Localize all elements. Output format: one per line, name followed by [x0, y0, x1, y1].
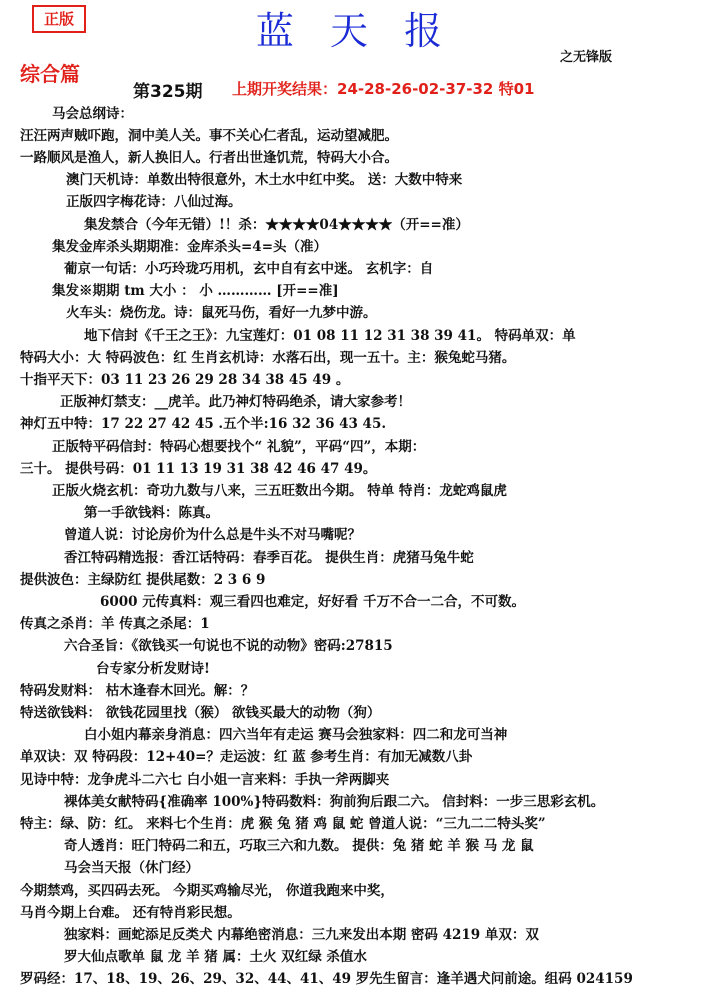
text-line: 正版特平码信封：特码心想要找个“ 礼貌”，平码“四”，本期： [52, 439, 426, 455]
text-line: 正版神灯禁支：__虎羊。此乃神灯特码绝杀，请大家参考！ [60, 394, 411, 410]
text-line: 提供波色：主绿防红 提供尾数：2 3 6 9 [20, 572, 266, 588]
section-title: 综合篇 [20, 62, 80, 86]
authentic-stamp: 正版 [32, 5, 86, 33]
text-line: 罗码经：17、18、19、26、29、32、44、41、49 罗先生留言：逢羊遇犬问前途。组码 024159 [20, 971, 633, 987]
text-line: 集发金库杀头期期准：金库杀头=4=头（准） [52, 239, 328, 255]
text-line: 见诗中特：龙争虎斗二六七 白小姐一言来料：手执一斧两脚夹 [20, 772, 390, 788]
text-line: 六合圣旨：《欲钱买一句说也不说的动物》密码:27815 [64, 638, 393, 654]
text-line: 集发禁合（今年无错）!！杀：★★★★04★★★★（开==准） [84, 217, 469, 233]
text-line: 马肖今期上台难。 还有特肖彩民想。 [20, 905, 241, 921]
text-line: 台专家分析发财诗! [96, 661, 210, 677]
text-line: 今期禁鸡，买四码去死。 今期买鸡输尽光， 你道我跑来中奖， [20, 883, 394, 899]
text-line: 神灯五中特：17 22 27 42 45 .五个半:16 32 36 43 45. [20, 416, 387, 432]
text-line: 一路顺风是渔人，新人换旧人。行者出世逢饥荒，特码大小合。 [20, 150, 398, 166]
text-line: 传真之杀肖：羊 传真之杀尾：1 [20, 616, 210, 632]
text-line: 火车头：烧伤龙。诗：鼠死马伤，看好一九梦中游。 [66, 305, 377, 321]
edition-label: 之无锋版 [560, 50, 613, 65]
text-line: 澳门天机诗：单数出特很意外，木土水中红中奖。 送：大数中特来 [66, 172, 463, 188]
text-line: 正版火烧玄机：奇功九数与八来，三五旺数出今期。 特单 特肖：龙蛇鸡鼠虎 [52, 483, 507, 499]
text-line: 十指平天下：03 11 23 26 29 28 34 38 45 49 。 [20, 372, 350, 388]
text-line: 特主：绿、防：红。 来料七个生肖：虎 猴 兔 猪 鸡 鼠 蛇 曾道人说：“三九二二特头奖” [20, 816, 546, 832]
issue-number: 第325期 [133, 82, 203, 102]
text-line: 白小姐内幕亲身消息：四六当年有走运 赛马会独家料：四二和龙可当神 [84, 727, 508, 743]
text-line: 马会当天报（休门经） [64, 860, 199, 876]
last-draw-result: 上期开奖结果：24-28-26-02-37-32 特01 [232, 80, 535, 98]
text-line: 汪汪两声贼吓跑，洞中美人关。事不关心仁者乱，运动望减肥。 [20, 128, 398, 144]
text-line: 奇人透肖：旺门特码二和五，巧取三六和九数。 提供：兔 猪 蛇 羊 猴 马 龙 鼠 [64, 838, 534, 854]
text-line: 独家料：画蛇添足反类犬 内幕绝密消息：三九来发出本期 密码 4219 单双：双 [64, 927, 539, 943]
text-line: 单双诀：双 特码段：12+40=？走运波：红 蓝 参考生肖：有加无减数八卦 [20, 749, 473, 765]
text-line: 葡京一句话：小巧玲珑巧用机，玄中自有玄中迷。 玄机字：自 [64, 261, 434, 277]
text-line: 罗大仙点歌单 鼠 龙 羊 猪 属：土火 双红绿 杀值水 [64, 949, 367, 965]
text-line: 特送欲钱料： 欲钱花园里找（猴） 欲钱买最大的动物（狗） [20, 705, 381, 721]
text-line: 特码大小：大 特码波色：红 生肖玄机诗：水落石出，现一五十。主：猴兔蛇马猪。 [20, 350, 516, 366]
text-line: 香江特码精选报：香江话特码：春季百花。 提供生肖：虎猪马兔牛蛇 [64, 550, 474, 566]
text-line: 6000 元传真料：观三看四也难定，好好看 千万不合一二合，不可数。 [100, 594, 525, 610]
text-line: 集发※期期 tm 大小 ： 小 ………… [开==准] [52, 283, 339, 299]
masthead-title: 蓝 天 报 [255, 9, 455, 53]
text-line: 曾道人说：讨论房价为什么总是牛头不对马嘴呢？ [64, 527, 361, 543]
text-line: 马会总纲诗： [52, 106, 133, 122]
text-line: 裸体美女献特码{准确率 100%}特码数料：狗前狗后跟二六。 信封料：一步三思彩玄机。 [64, 794, 605, 810]
text-line: 地下信封《千王之王》：九宝莲灯：01 08 11 12 31 38 39 41。 特码单双：单 [84, 328, 576, 344]
text-line: 三十。 提供号码：01 11 13 19 31 38 42 46 47 49。 [20, 461, 377, 477]
text-line: 特码发财料： 枯木逢春木回光。解：？ [20, 683, 255, 699]
text-line: 正版四字梅花诗：八仙过海。 [66, 194, 242, 210]
text-line: 第一手欲钱料：陈真。 [84, 505, 219, 521]
